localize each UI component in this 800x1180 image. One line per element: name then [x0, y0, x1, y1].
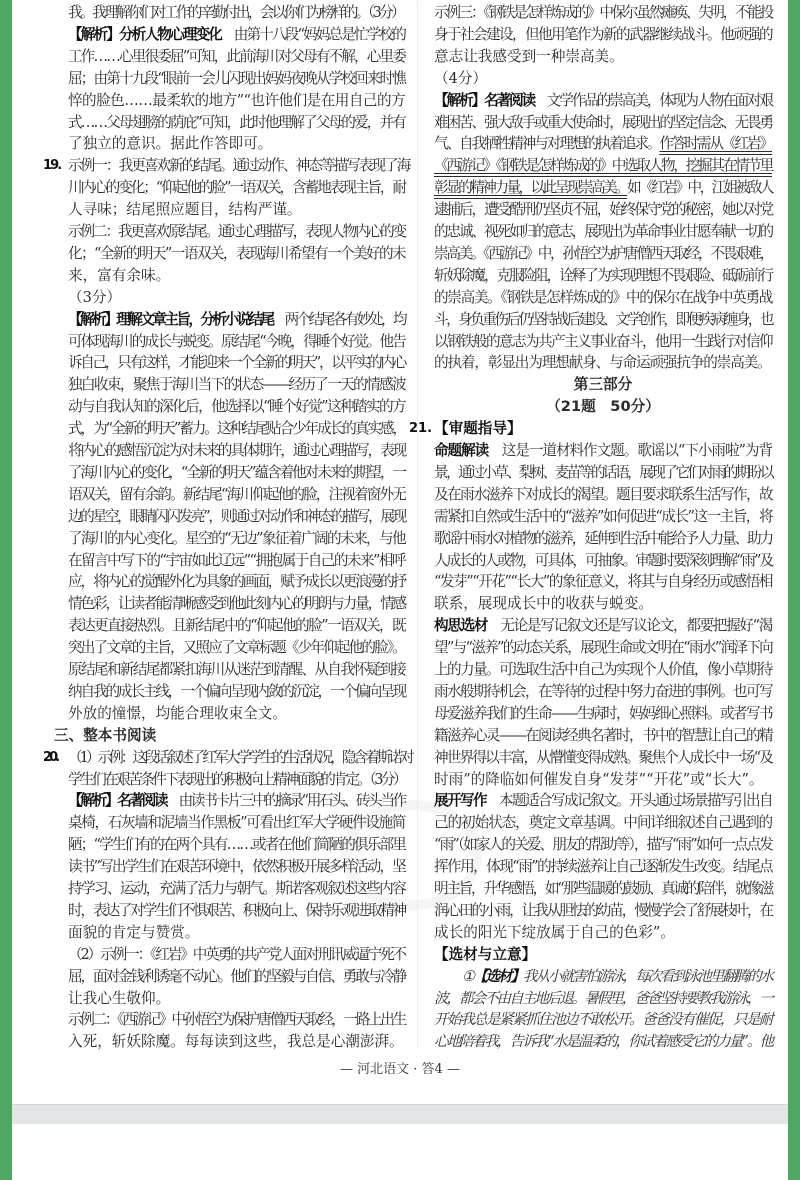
- text-line: [434, 966, 772, 988]
- text-segment: “发芽”“开花”“长大”的象征意义，将其与自身经历或感悟相: [434, 573, 772, 591]
- text-line: [68, 681, 405, 703]
- text-segment: 这是一道材料作文题。歌谣以“下小雨啦”为背: [488, 442, 772, 459]
- text-line: [434, 703, 772, 725]
- text-segment: 面貌的肯定与赞赏。: [68, 923, 200, 941]
- text-line: [68, 265, 405, 287]
- text-line: [68, 287, 405, 309]
- text-line: [68, 221, 405, 243]
- text-segment: 了海川内心的变化，“全新的明天”蕴含着他对未来的期望，一: [68, 463, 405, 481]
- text-segment: 突出了文章的主旨，又照应了文章标题《少年仰起他的脸》。: [68, 639, 405, 657]
- text-segment: 学生们在艰苦条件下表现出的积极向上精神面貌的肯定。（3分）: [68, 770, 405, 788]
- text-segment: 表达更直接热烈。且新结尾中的“仰起他的脸”一语双关，既: [68, 617, 405, 635]
- text-line: [434, 659, 772, 681]
- text-line: [434, 46, 772, 68]
- text-line: [68, 834, 405, 856]
- bold-label: 【选材】: [472, 967, 523, 985]
- text-line: [434, 615, 772, 637]
- text-line: [434, 834, 772, 856]
- text-segment: 我。我理解你们对工作的辛勤付出，会以你们为榜样的。（3分）: [68, 4, 404, 21]
- text-segment: 无论是写记叙文还是写议论文，都要把握好“渴: [487, 617, 772, 635]
- text-segment: 人成长的人或物，可具体，可抽象。审题时要深刻理解“雨”及: [434, 551, 772, 569]
- text-line: [68, 637, 405, 659]
- text-line: [434, 112, 772, 134]
- text-segment: 景，通过小草、梨树、麦苗等的话语，展现了它们对雨的期盼以: [434, 463, 772, 481]
- text-line: [68, 703, 405, 725]
- text-segment: 上的力量。可选取生活中自己为实现个人价值，像小草期待: [434, 661, 772, 678]
- text-segment: 神世界得以丰富，从懵懂变得成熟。聚焦个人成长中一场“及: [434, 748, 772, 766]
- page-separator: [12, 1104, 788, 1125]
- text-segment: 川内心的变化；“仰起他的脸”一语双关，含蓄地表现主旨，耐: [68, 179, 405, 197]
- text-line: [68, 550, 405, 572]
- text-segment: 语双关，留有余韵。新结尾“海川仰起他的脸，注视着窗外无: [68, 485, 405, 503]
- bold-label: 【解析】名著阅读: [434, 91, 535, 109]
- text-segment: 读书”写出学生们在艰苦环境中，依然积极开展多样活动，坚: [68, 858, 405, 876]
- text-line: [68, 331, 405, 353]
- bold-label: 展开写作: [434, 792, 487, 810]
- text-segment: 文学作品的崇高美，体现为人物在面对艰: [534, 91, 772, 109]
- text-segment: 歌谣中雨水对植物的滋养，延伸到生活中能给予人力量、助力: [434, 529, 772, 547]
- text-segment: 润心田的小雨，让我从胆怯的幼苗，慢慢学会了舒展枝叶，在: [434, 901, 772, 919]
- text-segment: 时雨”的降临如何催发自身“发芽”“开花”或“长大”。: [434, 770, 764, 788]
- bold-label: 【审题指导】: [434, 420, 522, 438]
- text-segment: 三、整本书阅读: [54, 726, 157, 744]
- text-line: [68, 374, 405, 396]
- bold-label: 【解析】名著阅读: [68, 792, 167, 810]
- text-segment: 时，表达了对学生们不惧艰苦、积极向上、保持乐观进取精神: [68, 901, 405, 919]
- text-segment: 雨水般期待机会，在等待的过程中努力奋进的事例。也可写: [434, 682, 772, 700]
- text-segment: 可体现海川的成长与蜕变。原结尾“今晚，得睡个好觉。他告: [68, 332, 405, 350]
- text-line: [434, 878, 772, 900]
- text-line: [434, 462, 772, 484]
- text-segment: 化；“全新的明天”一语双关，表现海川希望有一个美好的未: [68, 244, 405, 262]
- text-segment: 示例二：我更喜欢原结尾。通过心理描写，表现人物内心的变: [68, 223, 405, 240]
- next-page: [12, 1124, 788, 1180]
- text-line: [68, 68, 405, 90]
- text-segment: 动与自我认知的深化后，他选择以“睡个好觉”这种踏实的方: [68, 398, 405, 416]
- text-segment: 示例二：《西游记》中孙悟空为保护唐僧西天取经，一路上出生: [68, 1011, 405, 1029]
- text-segment: 挥作用，体现“雨”的持续滋养让自己逐渐发生改变。结尾点: [434, 858, 772, 876]
- text-segment: 边的星空，眼睛闪闪发亮”，则通过对动作和神态的描写，展现: [68, 507, 405, 525]
- text-line: [434, 812, 772, 834]
- text-segment: 斗，身负重伤后仍坚持战后建设、文学创作，即便疾病缠身，也: [434, 310, 772, 328]
- text-segment: 独白收束，聚焦于海川当下的状态——经历了一天的情感波: [68, 376, 405, 394]
- bold-label: 【解析】理解文章主旨，分析小说结尾: [68, 310, 273, 328]
- text-segment: 己的初始状态，奠定文章基调。中间详细叙述自己遇到的: [434, 814, 772, 832]
- text-line: [434, 199, 772, 221]
- text-segment: 意志让我感受到一种崇高美。: [434, 47, 624, 65]
- text-segment: 的执着，彰显出为理想献身、与命运顽强抗争的崇高美。: [434, 354, 771, 372]
- text-line: [68, 856, 405, 878]
- text-line: [434, 681, 772, 703]
- text-segment: 纳自我的成长主线，一个偏向呈现内敛的沉淀，一个偏向呈现: [68, 682, 405, 700]
- text-line: [434, 769, 772, 791]
- text-line: [434, 550, 772, 572]
- text-segment: 情色彩，让读者能清晰感受到他此刻内心的明朗与力量，情感: [68, 595, 405, 613]
- text-segment: 原结尾和新结尾都紧扣海川从迷茫到清醒、从自我怀疑到接: [68, 661, 405, 678]
- text-segment: “雨”（如家人的关爱、朋友的帮助等），描写“雨”如何一点点发: [434, 836, 772, 854]
- text-line: [68, 352, 405, 374]
- text-line: [434, 221, 772, 243]
- text-line: [434, 571, 772, 593]
- text-segment: 及在雨水滋养下对成长的渴望。题目要求联系生活写作，故: [434, 485, 772, 503]
- text-line: [68, 243, 405, 265]
- text-line: [68, 199, 405, 221]
- text-line: [43, 747, 412, 769]
- text-line: [68, 528, 405, 550]
- text-segment: 开始我总是紧紧抓住池边不敢松开。爸爸没有催促，只是耐: [434, 1011, 772, 1029]
- text-segment: 由第十八段“妈妈总是忙学校的: [220, 25, 405, 43]
- text-line: [434, 90, 772, 112]
- text-segment: （21题 50分）: [546, 398, 660, 416]
- text-line: [434, 68, 772, 90]
- text-segment: 需紧扣自然或生活中的“滋养”如何促进“成长”这一主旨，将: [434, 507, 772, 525]
- text-segment: 了独立的意识。据此作答即可。: [68, 135, 273, 153]
- text-line: [434, 790, 772, 812]
- text-segment: 在留言中写下的“宇宙如此辽远”“拥抱属于自己的未来”相呼: [68, 551, 405, 569]
- text-segment: 屈；由第十九段“眼前一会儿闪现出妈妈夜晚从学校回来时憔: [68, 69, 405, 87]
- text-line: [68, 2, 405, 24]
- bold-label: 命题解读: [434, 442, 489, 459]
- text-line: [434, 593, 772, 615]
- text-line: [68, 112, 405, 134]
- text-line: [68, 133, 405, 155]
- text-line: [434, 133, 772, 155]
- text-line: [434, 900, 772, 922]
- text-line: [434, 352, 772, 374]
- text-line: [434, 331, 772, 353]
- text-segment: 将内心的感悟沉淀为对未来的具体期许，通过心理描写，表现: [68, 442, 405, 459]
- text-line: [434, 24, 772, 46]
- text-line: [68, 966, 405, 988]
- text-segment: 我从小就害怕游泳，每次看到泳池里翻腾的水: [522, 967, 772, 985]
- text-line: [434, 484, 772, 506]
- text-line: [434, 2, 772, 24]
- text-segment: 崇高美。《西游记》中，孙悟空为护唐僧西天取经，不畏艰难，: [434, 244, 772, 262]
- text-line: [68, 988, 405, 1010]
- text-line: [68, 900, 405, 922]
- text-segment: 本题适合写成记叙文。开头通过场景描写引出自: [486, 792, 772, 810]
- text-segment: 示例一：我更喜欢新的结尾。通过动作、神态等描写表现了海: [68, 157, 410, 175]
- bold-label: 【解析】分析人物心理变化: [68, 25, 221, 43]
- underlined-text: 作答时需从《红岩》: [659, 135, 772, 153]
- text-line: [68, 571, 405, 593]
- text-segment: 籍滋养心灵——在阅读经典名著时，书中的智慧让自己的精: [434, 726, 772, 744]
- text-line: [43, 155, 410, 177]
- text-segment: 两个结尾各有妙处，均: [272, 310, 405, 328]
- text-segment: 的忠诚、视死如归的意志，展现出为革命事业甘愿奉献一切的: [434, 223, 772, 240]
- text-line: [68, 615, 405, 637]
- text-segment: 如《红岩》中，江姐被敌人: [627, 179, 772, 197]
- text-segment: 人寻味；结尾照应题目，结构严谨。: [68, 201, 302, 219]
- text-line: [434, 528, 772, 550]
- text-line: [68, 440, 405, 462]
- text-segment: 持学习、运动，充满了活力与朝气。斯诺客观叙述这些内容: [68, 880, 405, 897]
- text-line: [68, 309, 405, 331]
- text-segment: 波，都会不由自主地后退。暑假里，爸爸坚持要教我游泳，一: [434, 989, 772, 1007]
- text-segment: 联系，展现成长中的收获与蜕变。: [434, 595, 653, 613]
- page-footer: — 河北语文 · 答4 —: [340, 1062, 460, 1077]
- text-line: [434, 922, 772, 944]
- text-line: [68, 24, 405, 46]
- text-segment: 心地陪着我，告诉我“水是温柔的，你试着感受它的力量”。他: [434, 1033, 772, 1051]
- text-segment: 入死，斩妖除魔。每每读到这些，我总是心潮澎湃。: [68, 1033, 404, 1051]
- text-line: [434, 309, 772, 331]
- text-line: [434, 265, 772, 287]
- bold-label: 【选材与立意】: [434, 945, 537, 963]
- text-segment: （4分）: [434, 69, 488, 87]
- text-segment: 逮捕后，遭受酷刑仍坚贞不屈，始终保守党的秘密，她以对党: [434, 201, 772, 219]
- text-segment: 屈，面对金钱利诱毫不动心。他们的坚毅与自信、勇敢与冷静: [68, 967, 405, 985]
- text-line: [68, 1031, 405, 1053]
- text-segment: 了海川的内心变化。星空的“无边”象征着广阔的未来，与他: [68, 529, 405, 547]
- text-segment: （1）示例：这段话叙述了红军大学学生的生活状况，隐含着斯诺对: [68, 748, 412, 766]
- question-number: 20.: [43, 749, 58, 765]
- section-heading: [434, 374, 772, 396]
- text-segment: （3分）: [68, 288, 122, 306]
- text-line: [434, 725, 772, 747]
- underlined-text: 彰显的精神力量，以此呈现崇高美。: [434, 179, 628, 197]
- text-segment: 诉自己，只有这样，才能迎来一个全新的明天”，以平实的内心: [68, 354, 405, 372]
- text-segment: 工作……心里很委屈”可知，此前海川对父母有不解，心里委: [68, 47, 405, 65]
- text-line: [68, 659, 405, 681]
- text-segment: 来，富有余味。: [68, 266, 171, 284]
- text-line: [68, 46, 405, 68]
- text-line: [68, 396, 405, 418]
- text-line: [68, 1009, 405, 1031]
- text-line: [68, 812, 405, 834]
- text-segment: 成长的阳光下绽放属于自己的色彩”。: [434, 923, 675, 941]
- text-line: [68, 90, 405, 112]
- text-segment: 陋；“学生们有的在两个具有……或者在他们简陋的俱乐部里: [68, 836, 405, 854]
- text-line: [68, 462, 405, 484]
- section-heading: [434, 396, 772, 418]
- text-segment: 望”与“滋养”的动态关系，展现生命或文明在“雨水”润泽下向: [434, 639, 772, 657]
- text-line: [434, 1009, 772, 1031]
- text-segment: 式，为“全新的明天”蓄力。这种结尾贴合少年成长的真实感，: [68, 420, 405, 438]
- text-segment: 气、自我牺牲精神与对理想的执着追求。: [434, 135, 660, 153]
- text-line: [68, 484, 405, 506]
- text-line: [68, 769, 405, 791]
- text-line: [68, 177, 405, 199]
- text-segment: 式……父母翅膀的荫庇”可知，此时他理解了父母的爱，并有: [68, 113, 405, 131]
- text-line: [434, 944, 772, 966]
- text-segment: 桌椅，石灰墙和泥墙当作黑板”可看出红军大学硬件设施简: [68, 814, 405, 832]
- text-segment: 由读书卡片三中的摘录“用石头、砖头当作: [166, 792, 405, 810]
- text-segment: 母爱滋养我们的生命——生病时，妈妈细心照料。或者写书: [434, 704, 772, 722]
- text-line: [434, 988, 772, 1010]
- text-segment: ①: [462, 967, 473, 985]
- text-line: [434, 287, 772, 309]
- text-segment: 身于社会建设，但他用笔作为新的武器继续战斗。他顽强的: [434, 25, 772, 43]
- text-segment: 的崇高美。《钢铁是怎样炼成的》中的保尔在战争中英勇战: [434, 288, 772, 306]
- text-line: [434, 243, 772, 265]
- text-segment: 难困苦、强大敌手或重大使命时，展现出的坚定信念、无畏勇: [434, 113, 772, 131]
- text-segment: 第三部分: [573, 376, 633, 394]
- text-line: [434, 506, 772, 528]
- text-segment: 让我心生敬仰。: [68, 989, 171, 1007]
- question-number: 21.: [409, 421, 433, 437]
- text-line: [434, 747, 772, 769]
- text-line: [409, 418, 772, 440]
- text-segment: 示例三：《钢铁是怎样炼成的》中保尔虽然瘫痪、失明，不能投: [434, 4, 772, 21]
- section-heading: [54, 725, 405, 747]
- text-segment: 明主旨，升华感悟，如“那些温暖的鼓励、真诚的陪伴，就像滋: [434, 880, 772, 897]
- text-line: [68, 878, 405, 900]
- text-line: [68, 944, 405, 966]
- question-number: 19.: [43, 158, 61, 174]
- text-segment: 外放的憧憬，均能合理收束全文。: [68, 704, 287, 722]
- text-line: [434, 856, 772, 878]
- text-segment: （2）示例一：《红岩》中英勇的共产党人面对刑讯威逼宁死不: [68, 945, 405, 963]
- text-line: [68, 922, 405, 944]
- text-line: [434, 637, 772, 659]
- text-segment: 斩妖除魔，克服险阻，诠释了为实现理想不畏艰险、砥砺前行: [434, 266, 772, 284]
- text-line: [68, 790, 405, 812]
- text-line: [68, 506, 405, 528]
- text-line: [434, 177, 772, 199]
- text-line: [434, 1031, 772, 1053]
- text-segment: 应，将内心的觉醒外化为具象的画面，赋予成长以更浪漫的抒: [68, 573, 405, 591]
- text-line: [434, 155, 772, 177]
- text-line: [68, 418, 405, 440]
- answer-page: [12, 0, 788, 1104]
- underlined-text: 《西游记》《钢铁是怎样炼成的》中选取人物，挖掘其在情节里: [434, 157, 772, 175]
- bold-label: 构思选材: [434, 617, 488, 635]
- text-line: [68, 593, 405, 615]
- text-line: [434, 440, 772, 462]
- text-segment: 悴的脸色……最柔软的地方”“也许他们是在用自己的方: [68, 91, 405, 109]
- text-segment: 以钢铁般的意志为共产主义事业奋斗，他用一生践行对信仰: [434, 332, 772, 350]
